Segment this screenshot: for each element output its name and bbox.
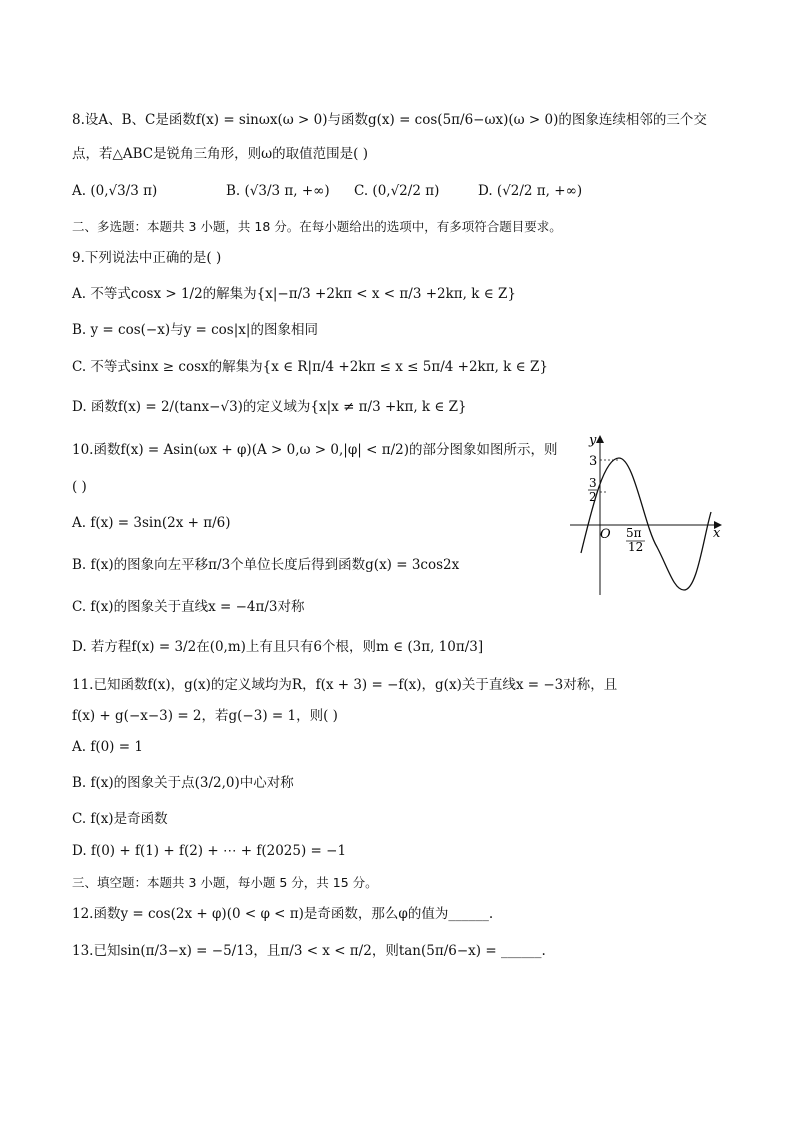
q9-option-b: B. y = cos(−x)与y = cos|x|的图象相同 — [72, 322, 318, 338]
q10-option-d: D. 若方程f(x) = 3/2在(0,m)上有且只有6个根，则m ∈ (3π, 10π/3] — [72, 639, 484, 655]
max-label: 3 — [589, 454, 598, 469]
q10-stem-line1: 10.函数f(x) = Asin(ωx + φ)(A > 0,ω > 0,|φ| < π/2)的部分图象如图所示，则 — [72, 442, 558, 458]
q11-option-a: A. f(0) = 1 — [72, 739, 143, 755]
q9-option-a: A. 不等式cosx > 1/2的解集为{x|−π/3 +2kπ < x < π/3 +2kπ, k ∈ Z} — [72, 286, 516, 302]
origin-label: O — [600, 527, 611, 542]
q11-option-b: B. f(x)的图象关于点(3/2,0)中心对称 — [72, 775, 294, 791]
q10-option-c: C. f(x)的图象关于直线x = −4π/3对称 — [72, 599, 305, 615]
q8-option-c: C. (0,√2/2 π) — [354, 183, 440, 199]
section-2-heading: 二、多选题：本题共 3 小题，共 18 分。在每小题给出的选项中，有多项符合题目要求。 — [72, 219, 562, 234]
q8-stem-line2: 点，若△ABC是锐角三角形，则ω的取值范围是( ) — [72, 146, 368, 162]
q8-option-b: B. (√3/3 π, +∞) — [226, 183, 330, 199]
q11-option-d: D. f(0) + f(1) + f(2) + ⋯ + f(2025) = −1 — [72, 843, 347, 859]
q10-stem-line2: ( ) — [72, 479, 87, 495]
q10-sine-graph — [560, 430, 730, 600]
q10-option-b: B. f(x)的图象向左平移π/3个单位长度后得到函数g(x) = 3cos2x — [72, 557, 460, 573]
q11-stem-line2: f(x) + g(−x−3) = 2，若g(−3) = 1，则( ) — [72, 708, 338, 724]
q13-stem: 13.已知sin(π/3−x) = −5/13，且π/3 < x < π/2，则tan(5π/6−x) = ______. — [72, 943, 546, 959]
x-tick-denominator: 12 — [628, 540, 644, 554]
q11-option-c: C. f(x)是奇函数 — [72, 811, 168, 827]
q8-stem-line1: 8.设A、B、C是函数f(x) = sinωx(ω > 0)与函数g(x) = cos(5π/6−ωx)(ω > 0)的图象连续相邻的三个交 — [72, 112, 707, 128]
q9-option-c: C. 不等式sinx ≥ cosx的解集为{x ∈ R|π/4 +2kπ ≤ x ≤ 5π/4 +2kπ, k ∈ Z} — [72, 359, 548, 375]
q11-stem-line1: 11.已知函数f(x)，g(x)的定义域均为R，f(x + 3) = −f(x)，g(x)关于直线x = −3对称，且 — [72, 677, 618, 693]
y-intercept-denominator: 2 — [589, 490, 597, 504]
x-axis-label: x — [713, 526, 721, 541]
y-intercept-numerator: 3 — [589, 476, 597, 490]
q9-stem: 9.下列说法中正确的是( ) — [72, 250, 222, 266]
q8-option-d: D. (√2/2 π, +∞) — [478, 183, 583, 199]
q10-option-a: A. f(x) = 3sin(2x + π/6) — [72, 515, 231, 531]
q9-option-d: D. 函数f(x) = 2/(tanx−√3)的定义域为{x|x ≠ π/3 +kπ, k ∈ Z} — [72, 399, 467, 415]
q8-option-a: A. (0,√3/3 π) — [72, 183, 158, 199]
x-tick-numerator: 5π — [626, 526, 642, 540]
q12-stem: 12.函数y = cos(2x + φ)(0 < φ < π)是奇函数，那么φ的值为______. — [72, 906, 494, 922]
section-3-heading: 三、填空题：本题共 3 小题，每小题 5 分，共 15 分。 — [72, 875, 378, 890]
y-axis-label: y — [589, 433, 597, 448]
y-axis-arrow — [596, 435, 604, 443]
